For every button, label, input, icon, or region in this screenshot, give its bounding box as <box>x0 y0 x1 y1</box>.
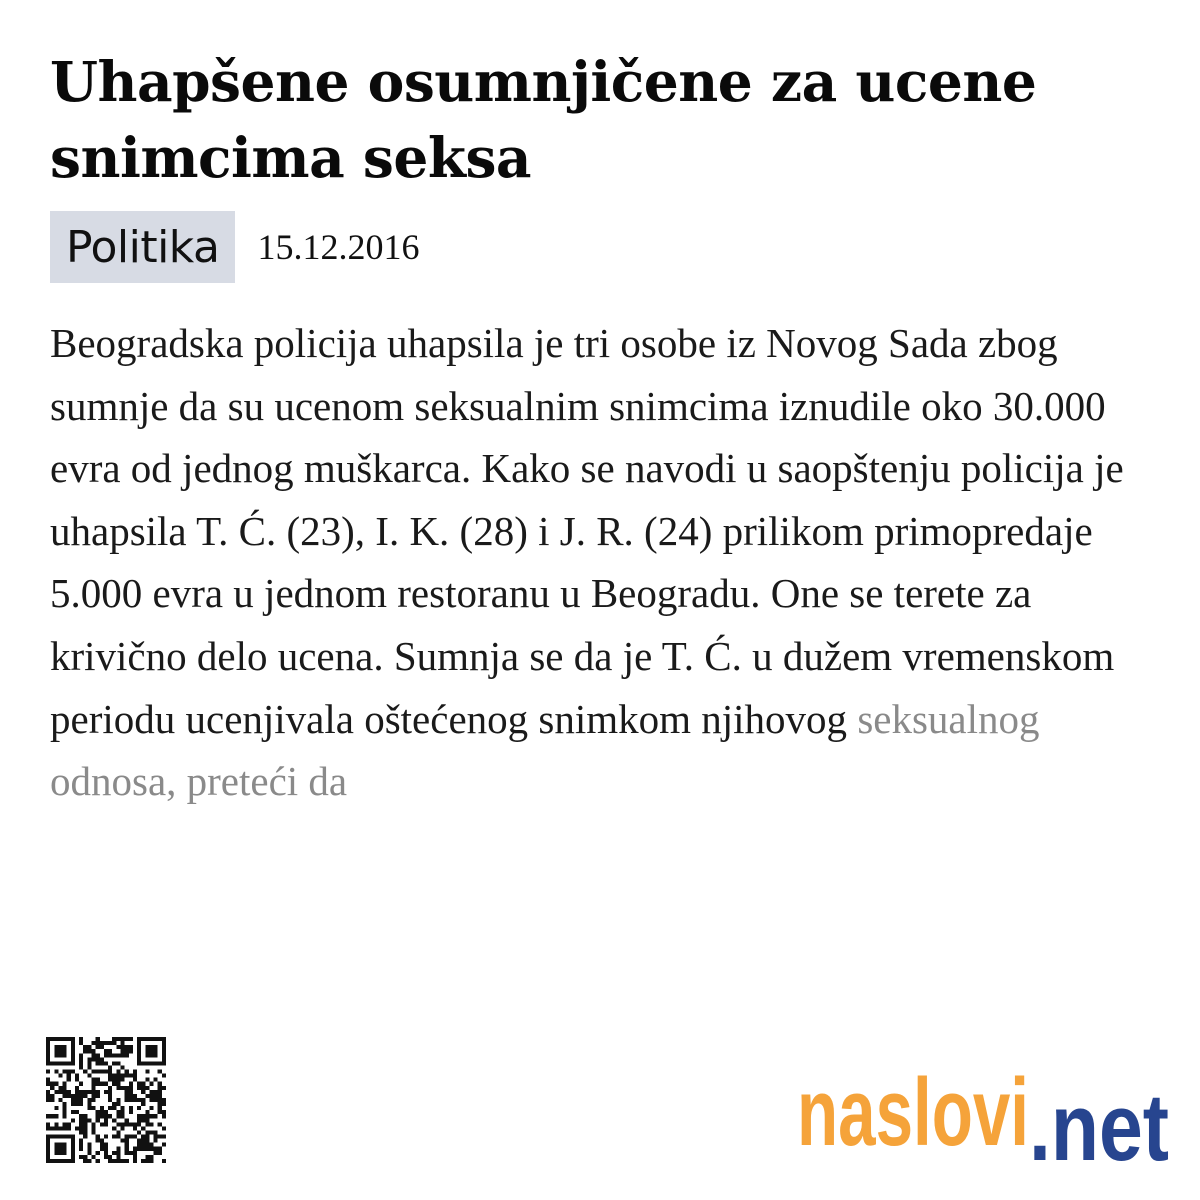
qr-code-icon <box>46 1037 166 1163</box>
article-title: Uhapšene osumnjičene za ucene snimcima seksa <box>50 49 1037 190</box>
logo-text-main: naslovi <box>797 1059 1029 1166</box>
article-body-faded: seksualnog odnosa, preteći da <box>50 695 1040 805</box>
article-body <box>50 312 1170 813</box>
logo-text-tld: .net <box>1029 1074 1169 1173</box>
article-meta <box>50 211 419 283</box>
publish-date: 15.12.2016 <box>257 227 420 267</box>
category-badge[interactable]: Politika <box>50 211 235 283</box>
article-body-text: Beogradska policija uhapsila je tri osobe iz Novog Sada zbog sumnje da su ucenom seksualnim snimcima iznudile oko 30.000 evra od jednog muškarca. Kako se navodi u saopštenju policija je uhapsila T. Ć. (23), I. K. (28) i J. R. (24) prilikom primopredaje 5.000 evra u jednom restoranu u Beogradu. One se terete za krivično delo ucena. Sumnja se da je T. Ć. u dužem vremenskom periodu ucenjivala oštećenog snimkom njihovog <box>50 320 1124 742</box>
naslovi-net-logo[interactable] <box>797 1055 1169 1173</box>
